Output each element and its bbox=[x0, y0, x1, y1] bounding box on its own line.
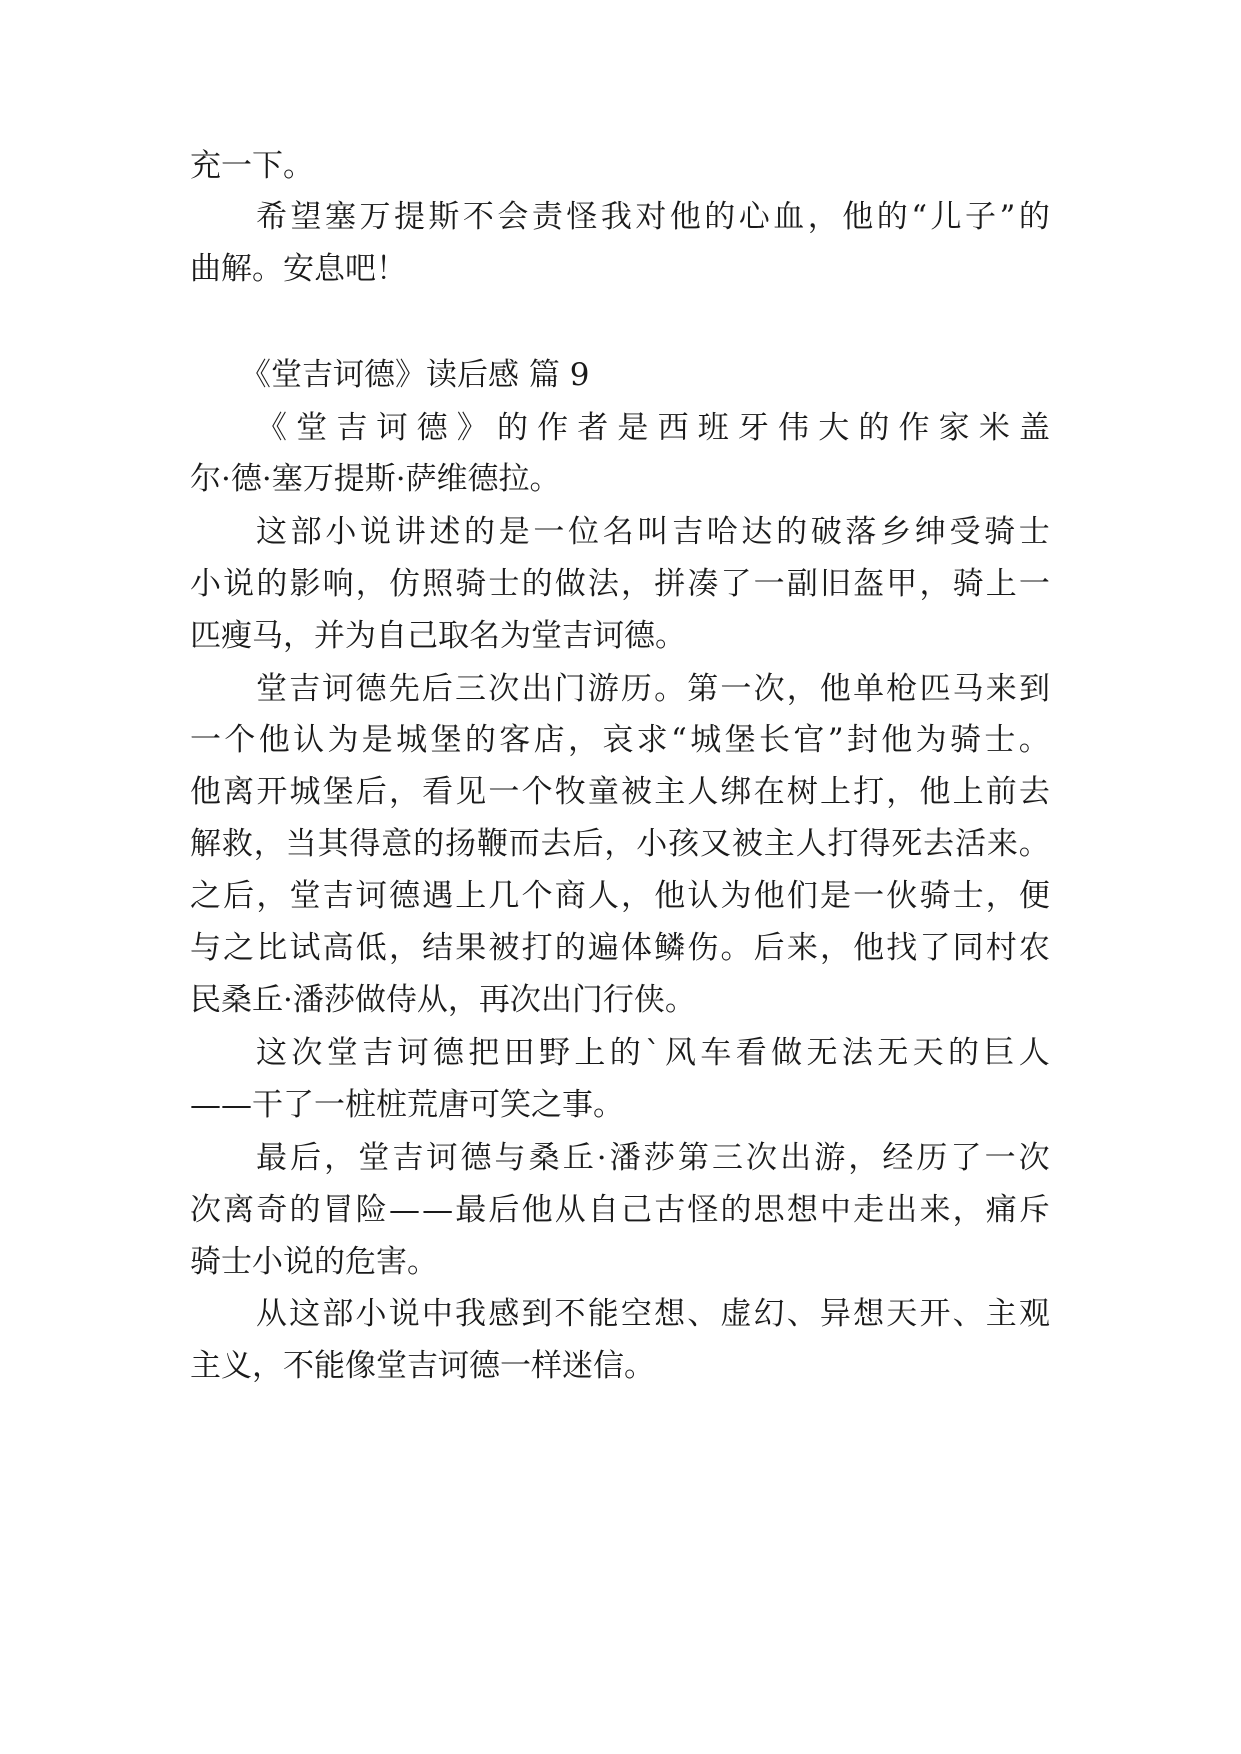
paragraph-line: 民桑丘·潘莎做侍从，再次出门行侠。 bbox=[190, 982, 696, 1018]
paragraph-line: 堂 吉 诃 德 先 后 三 次 出 门 游 历 。 第 一 次 ， 他 单 枪 匹 马 来 到 bbox=[256, 671, 1050, 707]
paragraph-line: 充一下。 bbox=[190, 148, 314, 184]
paragraph-line: 次 离 奇 的 冒 险 — — 最 后 他 从 自 己 古 怪 的 思 想 中 走 出 来 ， 痛 斥 bbox=[190, 1192, 1050, 1228]
paragraph-line: 小 说 的 影 响 ， 仿 照 骑 士 的 做 法 ， 拼 凑 了 一 副 旧 盔 甲 ， 骑 上 一 bbox=[190, 566, 1050, 602]
section-heading: 《堂吉诃德》读后感 篇 9 bbox=[240, 357, 590, 393]
paragraph-line: 与 之 比 试 高 低 ， 结 果 被 打 的 遍 体 鳞 伤 。 后 来 ， 他 找 了 同 村 农 bbox=[190, 930, 1050, 966]
paragraph-line: 从 这 部 小 说 中 我 感 到 不 能 空 想 、 虚 幻 、 异 想 天 开 、 主 观 bbox=[256, 1296, 1050, 1332]
paragraph-line: 希 望 塞 万 提 斯 不 会 责 怪 我 对 他 的 心 血 ， 他 的 “ 儿 子 ” 的 bbox=[256, 199, 1050, 235]
paragraph-line: 这 部 小 说 讲 述 的 是 一 位 名 叫 吉 哈 达 的 破 落 乡 绅 受 骑 士 bbox=[256, 514, 1050, 550]
paragraph-line: 之 后 ， 堂 吉 诃 德 遇 上 几 个 商 人 ， 他 认 为 他 们 是 一 伙 骑 士 ， 便 bbox=[190, 878, 1050, 914]
paragraph-line: 曲解。安息吧！ bbox=[190, 251, 407, 287]
paragraph-line: 解 救 ， 当 其 得 意 的 扬 鞭 而 去 后 ， 小 孩 又 被 主 人 打 得 死 去 活 来 。 bbox=[190, 826, 1050, 862]
paragraph-line: 骑士小说的危害。 bbox=[190, 1244, 438, 1280]
paragraph-line: 他 离 开 城 堡 后 ， 看 见 一 个 牧 童 被 主 人 绑 在 树 上 打 ， 他 上 前 去 bbox=[190, 774, 1050, 810]
paragraph-line: 最 后 ， 堂 吉 诃 德 与 桑 丘 · 潘 莎 第 三 次 出 游 ， 经 历 了 一 次 bbox=[256, 1140, 1050, 1176]
paragraph-line: 匹瘦马，并为自己取名为堂吉诃德。 bbox=[190, 618, 686, 654]
paragraph-line: 这 次 堂 吉 诃 德 把 田 野 上 的 ` 风 车 看 做 无 法 无 天 的 巨 人 bbox=[256, 1035, 1050, 1071]
paragraph-line: ——干了一桩桩荒唐可笑之事。 bbox=[190, 1087, 624, 1123]
paragraph-line: 尔·德·塞万提斯·萨维德拉。 bbox=[190, 461, 561, 497]
paragraph-line: 《 堂 吉 诃 德 》 的 作 者 是 西 班 牙 伟 大 的 作 家 米 盖 bbox=[256, 410, 1050, 446]
paragraph-line: 主义，不能像堂吉诃德一样迷信。 bbox=[190, 1348, 655, 1384]
paragraph-line: 一 个 他 认 为 是 城 堡 的 客 店 ， 哀 求 “ 城 堡 长 官 ” 封 他 为 骑 士 。 bbox=[190, 722, 1050, 758]
